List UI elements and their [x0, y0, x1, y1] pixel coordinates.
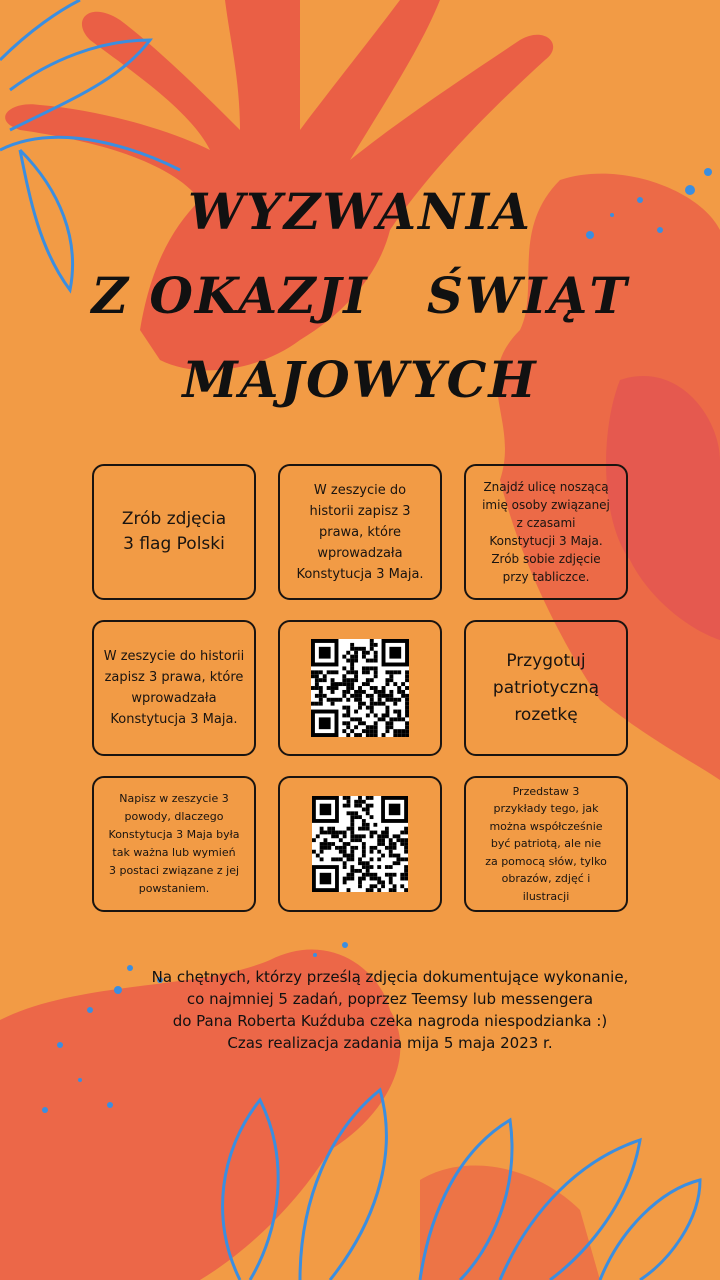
- challenge-card-reasons: [92, 776, 256, 912]
- reward-info-line-1: Na chętnych, którzy prześlą zdjęcia dokumentujące wykonanie,: [151, 968, 629, 986]
- challenge-card-notebook-rights-2: [92, 620, 256, 756]
- challenge-card-street: [464, 464, 628, 600]
- challenge-card-patriot: [464, 776, 628, 912]
- challenge-card-notebook-rights: [278, 464, 442, 600]
- reward-info-line-3: do Pana Roberta Kuźduba czeka nagroda niespodzianka :): [172, 1012, 608, 1030]
- challenge-card-notebook-rights-2-text: W zeszycie do historii zapisz 3 prawa, które wprowadzała Konstytucja 3 Maja.: [103, 649, 245, 727]
- qr-code[interactable]: [311, 639, 409, 737]
- qr-code[interactable]: [312, 796, 408, 892]
- reward-info-line-2: co najmniej 5 zadań, poprzez Teemsy lub messengera: [186, 990, 594, 1008]
- challenge-card-patriot-text: Przedstaw 3 przykłady tego, jak można współcześnie być patriotą, ale nie za pomocą słów, tylko obrazów, zdjęć i ilustracji: [485, 784, 607, 903]
- page-title: [0, 170, 720, 422]
- challenge-card-notebook-rights-text: W zeszycie do historii zapisz 3 prawa, które wprowadzała Konstytucja 3 Maja.: [296, 482, 424, 582]
- challenge-card-street-text: Znajdź ulicę noszącą imię osoby związanej z czasami Konstytucji 3 Maja. Zrób sobie zdjęcie przy tabliczce.: [482, 480, 610, 584]
- reward-info-line-4: Czas realizacja zadania mija 5 maja 2023 r.: [227, 1034, 553, 1052]
- qr-card-1: [278, 620, 442, 756]
- reward-info: [120, 966, 660, 1054]
- challenge-card-rosette: [464, 620, 628, 756]
- title-line-1: WYZWANIA: [188, 182, 532, 241]
- title-line-2: Z OKAZJI ŚWIĄT: [91, 266, 629, 325]
- challenge-card-reasons-text: Napisz w zeszycie 3 powody, dlaczego Konstytucja 3 Maja była tak ważna lub wymień 3 postaci związane z jej powstaniem.: [108, 792, 240, 895]
- challenge-card-flags-text: Zrób zdjęcia 3 flag Polski: [121, 509, 227, 554]
- qr-card-2: [278, 776, 442, 912]
- challenge-card-rosette-text: Przygotuj patriotyczną rozetkę: [492, 650, 600, 725]
- title-line-3: MAJOWYCH: [182, 350, 538, 409]
- challenge-card-flags: [92, 464, 256, 600]
